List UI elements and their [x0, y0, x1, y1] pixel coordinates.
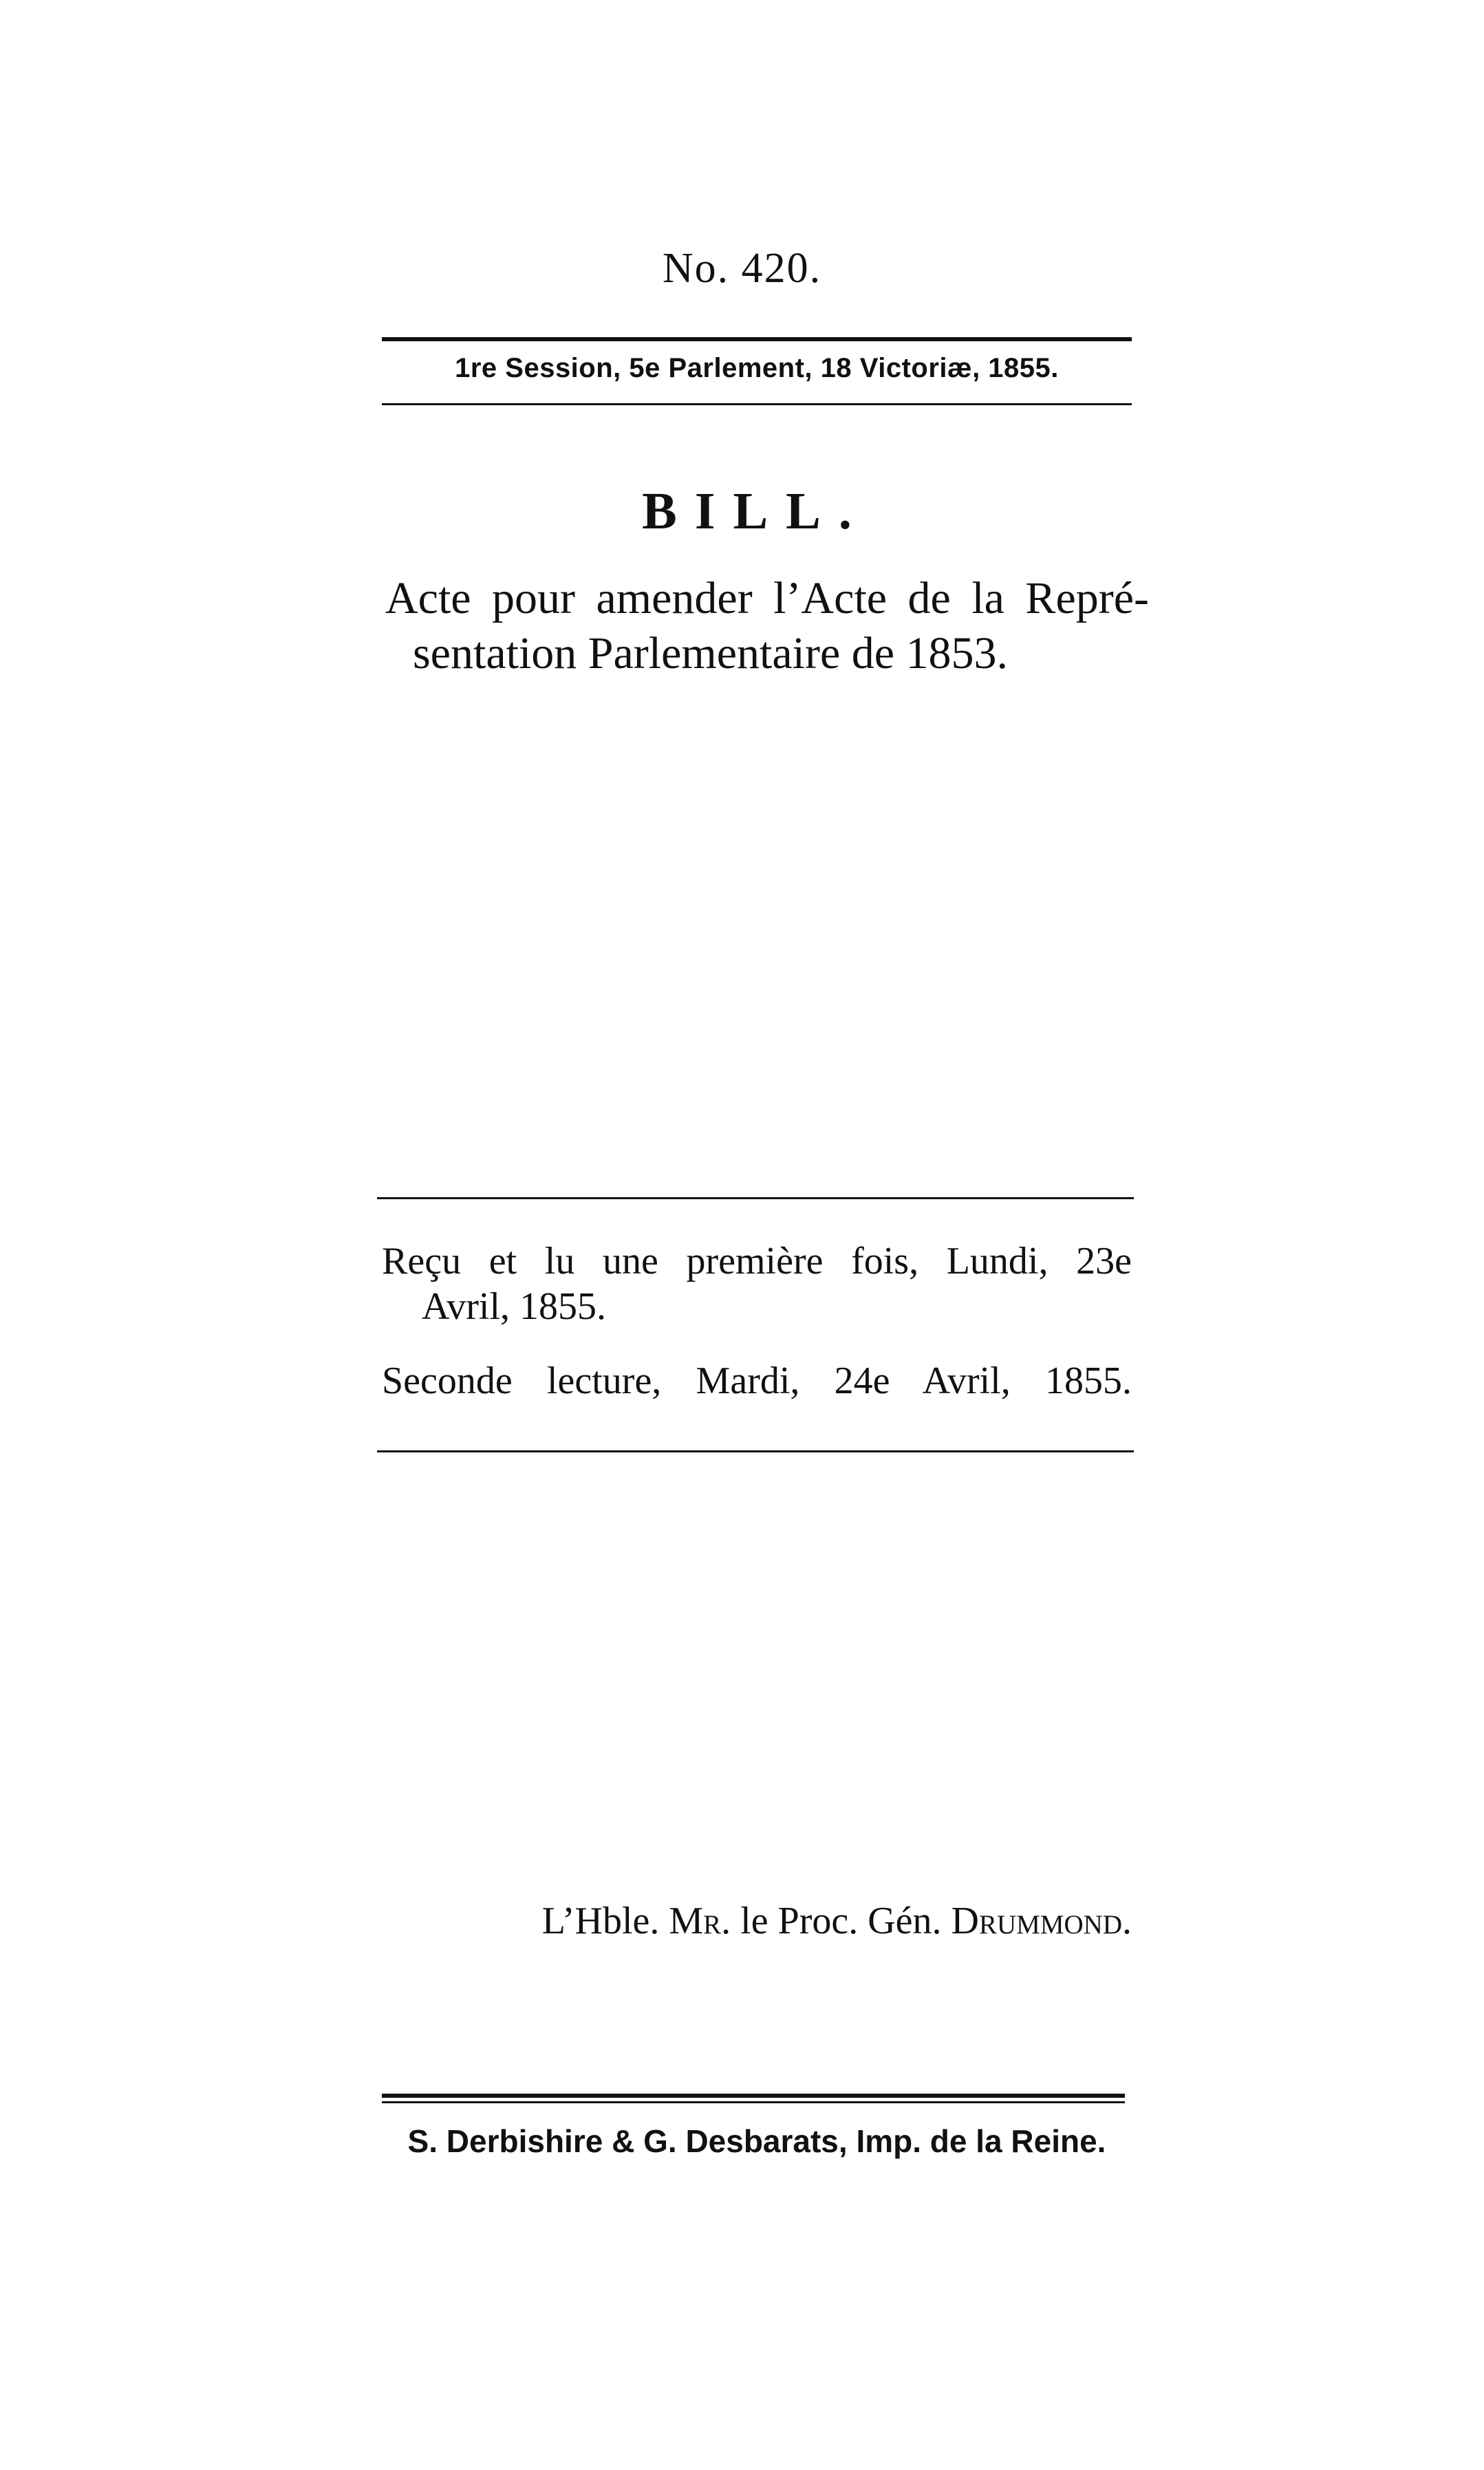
sponsor-office: le Proc. Gén.	[740, 1900, 942, 1942]
readings-block	[382, 1238, 1132, 1404]
sponsor-mr: Mr.	[669, 1900, 731, 1942]
footer-rule-2	[382, 2101, 1125, 2103]
header-top-rule	[382, 337, 1132, 341]
first-reading-line-2: Avril, 1855.	[422, 1285, 607, 1328]
bill-title-line-2: sentation Parlementaire de 1853.	[413, 628, 1009, 678]
bill-title	[385, 571, 1149, 681]
readings-top-rule	[377, 1197, 1134, 1199]
session-line: 1re Session, 5e Parlement, 18 Victoriæ, 1855.	[455, 353, 1059, 383]
printer-imprint: S. Derbishire & G. Desbarats, Imp. de la Reine.	[407, 2123, 1106, 2159]
second-reading: Seconde lecture, Mardi, 24e Avril, 1855.	[382, 1360, 1132, 1402]
sponsor-line	[413, 1899, 1132, 1943]
bill-title-line-1: Acte pour amender l’Acte de la Repré-	[385, 573, 1149, 623]
first-reading-line-1: Reçu et lu une première fois, Lundi, 23e	[382, 1240, 1132, 1282]
bill-heading: BILL.	[642, 482, 870, 540]
sponsor-prefix: L’Hble.	[541, 1900, 660, 1942]
first-reading	[382, 1238, 1132, 1329]
bill-number: No. 420.	[662, 245, 822, 292]
readings-bottom-rule	[377, 1450, 1134, 1452]
header-bottom-rule	[382, 403, 1132, 405]
footer-rule-1	[382, 2094, 1125, 2098]
sponsor-name: Drummond.	[951, 1900, 1132, 1942]
